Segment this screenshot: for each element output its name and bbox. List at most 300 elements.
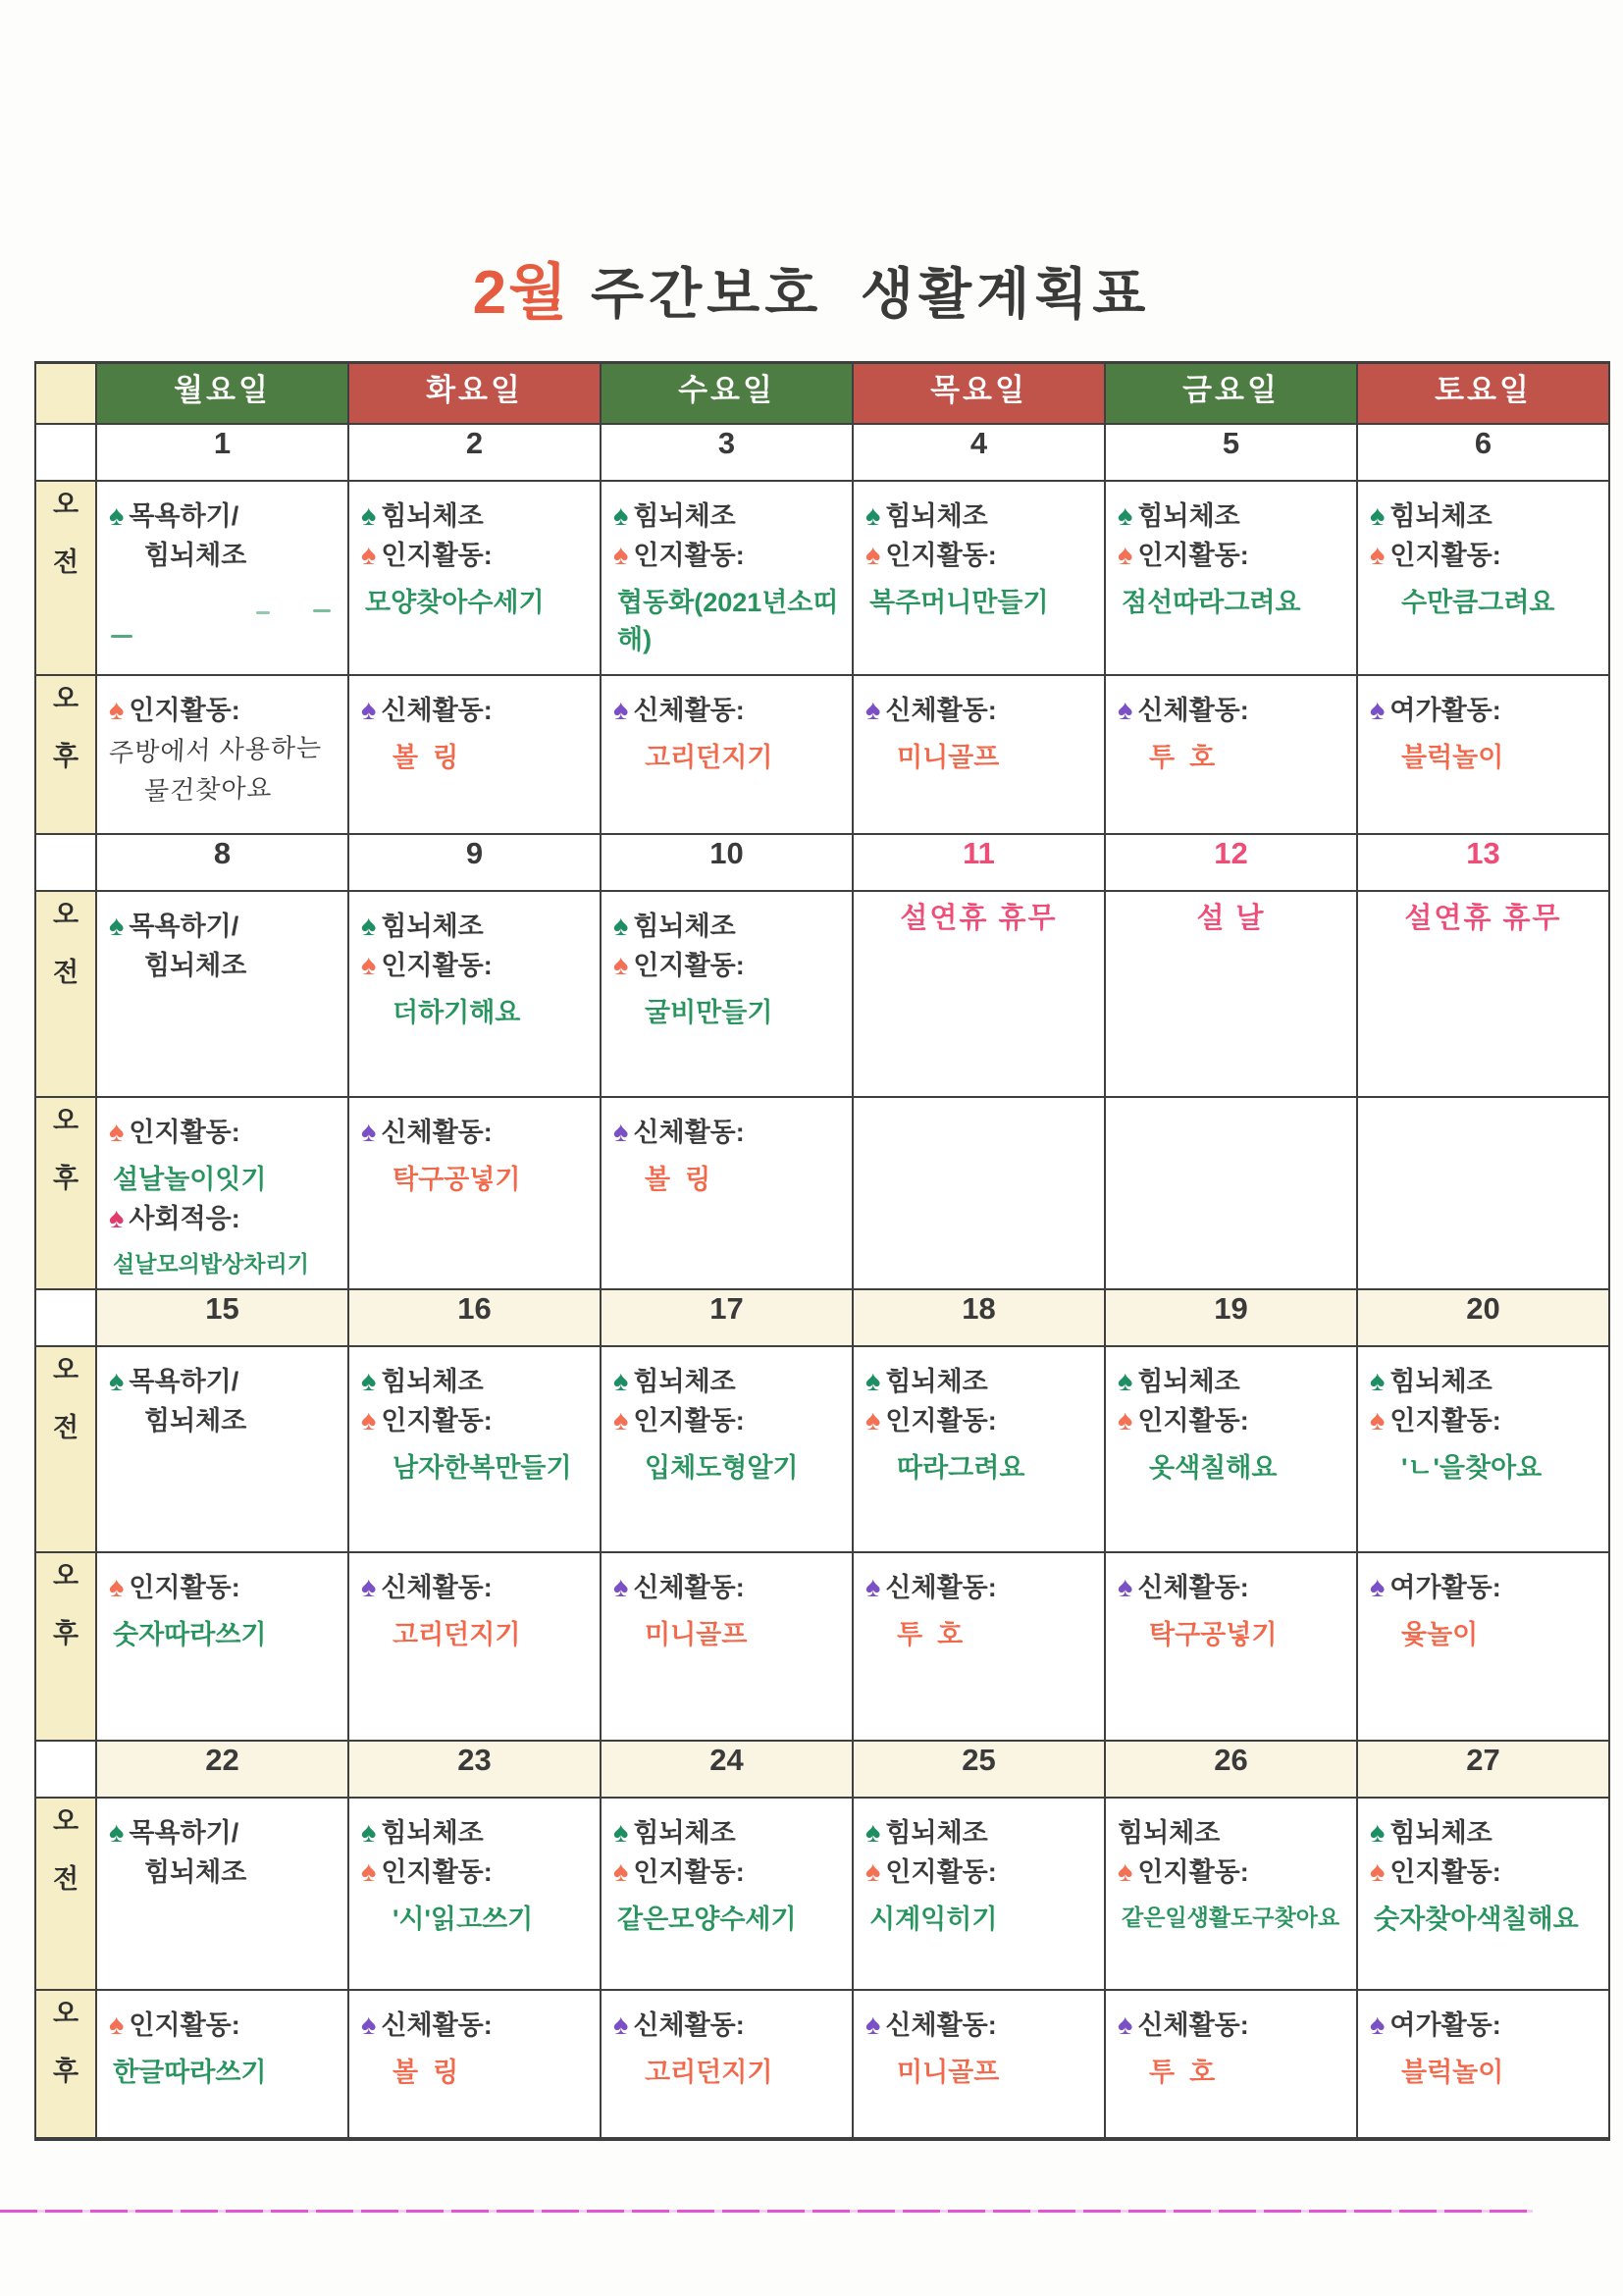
activity-line — [109, 2007, 340, 2044]
activity-cell-body — [602, 1347, 852, 1494]
activity-text: 투 호 — [897, 1619, 964, 1649]
activity-line — [1118, 2054, 1348, 2091]
handwritten-note — [108, 766, 340, 809]
pink-spade-icon: ♠ — [109, 1202, 125, 1234]
activity-text: 같은모양수세기 — [617, 1904, 797, 1934]
purple-spade-icon: ♠ — [613, 694, 629, 726]
activity-line — [109, 1616, 340, 1653]
green-spade-icon: ♠ — [613, 499, 629, 532]
date-cell — [1357, 424, 1609, 481]
date-row — [35, 1741, 1609, 1798]
activity-line — [361, 2054, 592, 2091]
activity-cell-body — [1106, 1347, 1356, 1494]
date-number: 27 — [1466, 1742, 1500, 1777]
activity-cell — [348, 1097, 601, 1289]
activity-line — [1118, 584, 1348, 621]
morning-row — [35, 1798, 1609, 1990]
time-label-char: 후 — [52, 1618, 79, 1648]
activity-text: 신체활동: — [885, 1572, 997, 1602]
activity-cell — [96, 1346, 348, 1552]
date-cell — [1105, 1289, 1357, 1346]
time-label-char: 오 — [52, 683, 79, 713]
activity-cell — [1105, 1990, 1357, 2139]
activity-text: 힘뇌체조 — [885, 1366, 988, 1396]
activity-line — [1370, 1814, 1600, 1852]
activity-line — [865, 739, 1096, 776]
orange-spade-icon: ♠ — [109, 1571, 125, 1603]
day-header-label: 수요일 — [678, 373, 775, 407]
activity-cell — [853, 891, 1105, 1097]
activity-cell-body — [349, 1347, 600, 1494]
activity-text: 남자한복만들기 — [393, 1452, 572, 1483]
activity-line — [361, 739, 592, 776]
activity-line — [865, 1363, 1096, 1400]
activity-text: 힘뇌체조 — [633, 1366, 736, 1396]
purple-spade-icon: ♠ — [1370, 2009, 1386, 2041]
green-spade-icon: ♠ — [109, 499, 125, 532]
activity-line — [109, 1853, 340, 1891]
activity-line — [1370, 1569, 1600, 1606]
activity-text: 인지활동: — [633, 950, 745, 980]
time-label-char: 오 — [52, 1105, 79, 1135]
activity-line — [1118, 1402, 1348, 1439]
date-cell — [348, 1289, 601, 1346]
activity-line — [109, 692, 340, 729]
activity-cell-body — [349, 1991, 600, 2099]
activity-cell — [853, 481, 1105, 675]
date-row-label-cell — [35, 1289, 96, 1346]
activity-cell-body — [602, 482, 852, 666]
activity-text: 인지활동: — [633, 1856, 745, 1887]
purple-spade-icon: ♠ — [361, 1116, 377, 1148]
activity-line — [1118, 2007, 1348, 2044]
green-spade-icon: ♠ — [361, 499, 377, 532]
orange-spade-icon: ♠ — [1370, 1855, 1386, 1888]
pink-scan-line — [0, 2210, 1533, 2213]
title-month: 2월 — [472, 259, 569, 327]
activity-text: 신체활동: — [1137, 1572, 1249, 1602]
activity-text: 따라그려요 — [897, 1452, 1025, 1483]
activity-line — [613, 1449, 844, 1487]
activity-text: 탁구공넣기 — [393, 1164, 521, 1194]
activity-text: 힘뇌체조 — [381, 1817, 484, 1848]
date-cell — [96, 424, 348, 481]
activity-line — [1370, 584, 1600, 621]
date-cell — [601, 424, 853, 481]
activity-line — [613, 584, 844, 658]
activity-cell-body — [602, 892, 852, 1039]
activity-line — [361, 1853, 592, 1891]
orange-spade-icon: ♠ — [865, 1404, 881, 1436]
activity-text: 인지활동: — [633, 540, 745, 570]
purple-spade-icon: ♠ — [613, 1571, 629, 1603]
activity-text: 여가활동: — [1389, 695, 1501, 725]
activity-cell-body — [602, 1553, 852, 1661]
date-number: 26 — [1214, 1742, 1248, 1777]
activity-text: 신체활동: — [633, 1572, 745, 1602]
time-label-char: 오 — [52, 1354, 79, 1384]
activity-cell — [348, 675, 601, 834]
activity-cell-body — [854, 1098, 1104, 1122]
activity-line — [361, 584, 592, 621]
time-label-morning — [35, 1346, 96, 1552]
activity-cell-body — [97, 1347, 347, 1447]
activity-text: 윷놀이 — [1401, 1619, 1479, 1649]
date-cell — [853, 1741, 1105, 1798]
orange-spade-icon: ♠ — [1118, 1404, 1133, 1436]
green-spade-icon: ♠ — [613, 910, 629, 942]
activity-cell-body — [1106, 1991, 1356, 2099]
activity-cell-body — [349, 1553, 600, 1661]
activity-text: 설날놀이잇기 — [113, 1164, 267, 1194]
date-cell — [601, 834, 853, 891]
activity-cell-body — [854, 1347, 1104, 1494]
activity-line — [109, 1569, 340, 1606]
activity-cell — [1357, 481, 1609, 675]
activity-line — [865, 1814, 1096, 1852]
activity-cell — [601, 481, 853, 675]
activity-text: 볼 링 — [393, 742, 459, 772]
activity-cell-body — [1358, 1098, 1608, 1122]
activity-cell-body — [602, 1991, 852, 2099]
orange-spade-icon: ♠ — [109, 2009, 125, 2041]
date-cell — [96, 834, 348, 891]
activity-cell-body — [854, 676, 1104, 784]
time-label-char: 후 — [52, 741, 79, 771]
activity-line — [865, 584, 1096, 621]
activity-line — [613, 2054, 844, 2091]
activity-cell — [601, 1552, 853, 1741]
pen-dash — [111, 635, 132, 638]
purple-spade-icon: ♠ — [865, 694, 881, 726]
activity-text: 인지활동: — [1137, 1856, 1249, 1887]
activity-text: 인지활동: — [885, 1856, 997, 1887]
activity-line — [109, 1363, 340, 1400]
activity-line — [865, 1569, 1096, 1606]
activity-text: 고리던지기 — [645, 2057, 773, 2087]
activity-line — [613, 1161, 844, 1198]
date-cell — [96, 1289, 348, 1346]
date-number: 2 — [465, 425, 484, 460]
time-label-stack — [37, 1554, 94, 1650]
activity-line — [361, 1449, 592, 1487]
date-cell — [1105, 1741, 1357, 1798]
day-header-label: 목요일 — [930, 373, 1027, 407]
activity-text: 신체활동: — [381, 1572, 493, 1602]
time-label-char: 오 — [52, 489, 79, 519]
activity-cell — [348, 1346, 601, 1552]
activity-cell — [1357, 891, 1609, 1097]
activity-line — [1370, 1853, 1600, 1891]
activity-line — [1370, 1402, 1600, 1439]
date-number: 10 — [709, 835, 744, 870]
activity-text: 목욕하기/ — [129, 500, 239, 531]
activity-cell-body — [97, 892, 347, 992]
green-spade-icon: ♠ — [1370, 1365, 1386, 1397]
activity-line — [1118, 1616, 1348, 1653]
activity-line — [865, 692, 1096, 729]
activity-cell — [601, 1097, 853, 1289]
orange-spade-icon: ♠ — [1118, 1855, 1133, 1888]
activity-text: 신체활동: — [381, 695, 493, 725]
activity-text: 한글따라쓰기 — [113, 2057, 267, 2087]
activity-text: 힘뇌체조 — [633, 911, 736, 941]
activity-line — [865, 1402, 1096, 1439]
activity-text: 복주머니만들기 — [869, 587, 1049, 617]
day-header-label: 월요일 — [174, 373, 271, 407]
date-cell — [96, 1741, 348, 1798]
purple-spade-icon: ♠ — [1118, 2009, 1133, 2041]
date-number: 11 — [963, 835, 995, 870]
green-spade-icon: ♠ — [1118, 1365, 1133, 1397]
time-label-morning — [35, 891, 96, 1097]
activity-line — [109, 1200, 340, 1237]
activity-line — [109, 1161, 340, 1198]
activity-cell-body — [97, 1553, 347, 1661]
activity-text: 인지활동: — [885, 1405, 997, 1435]
date-number: 17 — [709, 1290, 744, 1326]
orange-spade-icon: ♠ — [361, 1855, 377, 1888]
activity-cell — [96, 1798, 348, 1990]
date-row — [35, 1289, 1609, 1346]
activity-line — [1404, 900, 1561, 937]
purple-spade-icon: ♠ — [1370, 694, 1386, 726]
time-label-char: 후 — [52, 1163, 79, 1193]
activity-line — [1118, 1853, 1348, 1891]
time-label-char: 후 — [52, 2056, 79, 2086]
activity-text: 여가활동: — [1389, 1572, 1501, 1602]
date-number: 3 — [717, 425, 736, 460]
activity-line — [865, 1853, 1096, 1891]
activity-text: 힘뇌체조 — [1389, 1366, 1492, 1396]
activity-line — [865, 1616, 1096, 1653]
activity-text: 볼 링 — [645, 1164, 711, 1194]
activity-text: 신체활동: — [381, 1117, 493, 1147]
activity-line — [1118, 537, 1348, 574]
activity-cell — [1105, 1346, 1357, 1552]
activity-text: 힘뇌체조 — [144, 950, 247, 980]
activity-text: 목욕하기/ — [129, 911, 239, 941]
afternoon-row — [35, 675, 1609, 834]
orange-spade-icon: ♠ — [613, 1855, 629, 1888]
activity-line — [613, 692, 844, 729]
date-cell — [1357, 834, 1609, 891]
green-spade-icon: ♠ — [1370, 1816, 1386, 1849]
activity-cell — [601, 675, 853, 834]
date-number: 4 — [969, 425, 988, 460]
activity-line — [1370, 2054, 1600, 2091]
activity-text: 힘뇌체조 — [633, 1817, 736, 1848]
activity-line — [1370, 537, 1600, 574]
green-spade-icon: ♠ — [361, 1816, 377, 1849]
activity-text: 설 날 — [1196, 902, 1266, 934]
activity-line — [109, 1114, 340, 1151]
activity-line — [865, 1901, 1096, 1938]
activity-line — [361, 1161, 592, 1198]
activity-cell-body — [1358, 1347, 1608, 1494]
activity-line — [613, 1853, 844, 1891]
date-number: 19 — [1214, 1290, 1248, 1326]
activity-cell-body — [1358, 676, 1608, 784]
date-cell — [348, 424, 601, 481]
activity-cell — [1105, 675, 1357, 834]
activity-cell-body — [854, 482, 1104, 629]
activity-line — [361, 1616, 592, 1653]
day-header-cell — [1357, 363, 1609, 424]
date-number: 20 — [1466, 1290, 1500, 1326]
activity-text: 목욕하기/ — [129, 1366, 239, 1396]
activity-text: 인지활동: — [129, 1572, 240, 1602]
time-label-afternoon — [35, 1990, 96, 2139]
activity-text: 더하기해요 — [393, 997, 521, 1027]
date-cell — [853, 1289, 1105, 1346]
day-header-label: 금요일 — [1182, 373, 1280, 407]
afternoon-row — [35, 1097, 1609, 1289]
date-number: 9 — [465, 835, 484, 870]
activity-text: 여가활동: — [1389, 2009, 1501, 2040]
activity-line — [361, 947, 592, 984]
activity-line — [109, 1247, 340, 1280]
activity-line — [613, 739, 844, 776]
activity-cell — [96, 1990, 348, 2139]
date-number: 23 — [457, 1742, 492, 1777]
activity-line — [613, 908, 844, 945]
time-label-stack — [37, 483, 94, 579]
activity-line — [361, 537, 592, 574]
date-cell — [1357, 1289, 1609, 1346]
activity-cell-body — [854, 1991, 1104, 2099]
activity-cell — [348, 1990, 601, 2139]
activity-cell — [96, 891, 348, 1097]
activity-text: 설연휴 휴무 — [1404, 902, 1562, 934]
activity-cell-body — [1106, 1098, 1356, 1122]
activity-text: 볼 링 — [393, 2057, 459, 2087]
orange-spade-icon: ♠ — [361, 1404, 377, 1436]
activity-cell-body — [1106, 482, 1356, 629]
pen-dash — [313, 609, 331, 612]
activity-line — [1118, 1569, 1348, 1606]
activity-text: 같은일생활도구찾아요 — [1122, 1904, 1340, 1930]
date-cell — [853, 424, 1105, 481]
purple-spade-icon: ♠ — [1118, 1571, 1133, 1603]
activity-text: 신체활동: — [1137, 2009, 1249, 2040]
activity-cell — [853, 1346, 1105, 1552]
activity-text: 투 호 — [1149, 2057, 1216, 2087]
time-label-char: 오 — [52, 1560, 79, 1591]
activity-cell — [601, 1346, 853, 1552]
activity-cell — [96, 1552, 348, 1741]
activity-text: 인지활동: — [885, 540, 997, 570]
purple-spade-icon: ♠ — [361, 694, 377, 726]
activity-cell — [853, 1097, 1105, 1289]
morning-row — [35, 891, 1609, 1097]
activity-text: 신체활동: — [633, 1117, 745, 1147]
date-number: 6 — [1474, 425, 1492, 460]
activity-cell-body — [602, 1098, 852, 1206]
page-title — [0, 243, 1623, 331]
date-number: 15 — [205, 1290, 239, 1326]
activity-cell — [96, 481, 348, 675]
activity-text: 미니골프 — [897, 2057, 1000, 2087]
activity-line — [1370, 1616, 1600, 1653]
activity-text: 힘뇌체조 — [1137, 1366, 1240, 1396]
activity-cell-body — [854, 1553, 1104, 1661]
activity-cell-body — [97, 1991, 347, 2099]
day-header-cell — [1105, 363, 1357, 424]
weekday-header-row — [35, 363, 1609, 424]
activity-cell — [96, 1097, 348, 1289]
green-spade-icon: ♠ — [109, 1816, 125, 1849]
activity-text: 인지활동: — [381, 1405, 493, 1435]
activity-line — [900, 900, 1057, 937]
title-text: 주간보호 생활계획표 — [590, 263, 1151, 325]
activity-line — [109, 497, 340, 535]
activity-text: 힘뇌체조 — [1389, 500, 1492, 531]
date-cell — [1357, 1741, 1609, 1798]
time-label-char: 오 — [52, 1998, 79, 2028]
activity-cell — [1357, 1798, 1609, 1990]
activity-line — [613, 1363, 844, 1400]
activity-text: 인지활동: — [129, 695, 240, 725]
activity-line — [613, 1814, 844, 1852]
activity-line — [1118, 497, 1348, 535]
activity-cell — [1357, 1990, 1609, 2139]
orange-spade-icon: ♠ — [109, 694, 125, 726]
corner-cell — [35, 363, 96, 424]
purple-spade-icon: ♠ — [1370, 1571, 1386, 1603]
date-cell — [348, 834, 601, 891]
activity-line — [361, 2007, 592, 2044]
activity-line — [109, 1402, 340, 1439]
date-number: 5 — [1222, 425, 1240, 460]
activity-cell-body — [854, 892, 1104, 945]
activity-text: 인지활동: — [1389, 540, 1501, 570]
activity-line — [109, 908, 340, 945]
activity-text: 모양찾아수세기 — [365, 587, 545, 617]
handwritten-note — [108, 727, 340, 770]
date-row-label-cell — [35, 1741, 96, 1798]
activity-cell — [1105, 1552, 1357, 1741]
activity-line — [1370, 692, 1600, 729]
purple-spade-icon: ♠ — [865, 2009, 881, 2041]
activity-cell-body — [97, 1799, 347, 1899]
activity-cell-body — [1106, 1553, 1356, 1661]
time-label-stack — [37, 1099, 94, 1195]
date-number: 1 — [213, 425, 232, 460]
purple-spade-icon: ♠ — [361, 2009, 377, 2041]
activity-cell — [853, 675, 1105, 834]
activity-text: 블럭놀이 — [1401, 2057, 1504, 2087]
activity-cell — [853, 1798, 1105, 1990]
activity-text: 인지활동: — [381, 1856, 493, 1887]
activity-text: 블럭놀이 — [1401, 742, 1504, 772]
activity-text: 입체도형알기 — [645, 1452, 799, 1483]
activity-cell-body — [1358, 1799, 1608, 1946]
orange-spade-icon: ♠ — [1370, 539, 1386, 571]
activity-cell-body — [349, 482, 600, 629]
activity-text: 신체활동: — [885, 695, 997, 725]
pen-dash — [256, 611, 270, 614]
activity-cell — [348, 1798, 601, 1990]
time-label-afternoon — [35, 1552, 96, 1741]
activity-line — [613, 994, 844, 1031]
activity-line — [613, 1901, 844, 1938]
activity-line — [1118, 692, 1348, 729]
date-cell — [601, 1741, 853, 1798]
time-label-afternoon — [35, 1097, 96, 1289]
purple-spade-icon: ♠ — [613, 2009, 629, 2041]
day-header-cell — [348, 363, 601, 424]
